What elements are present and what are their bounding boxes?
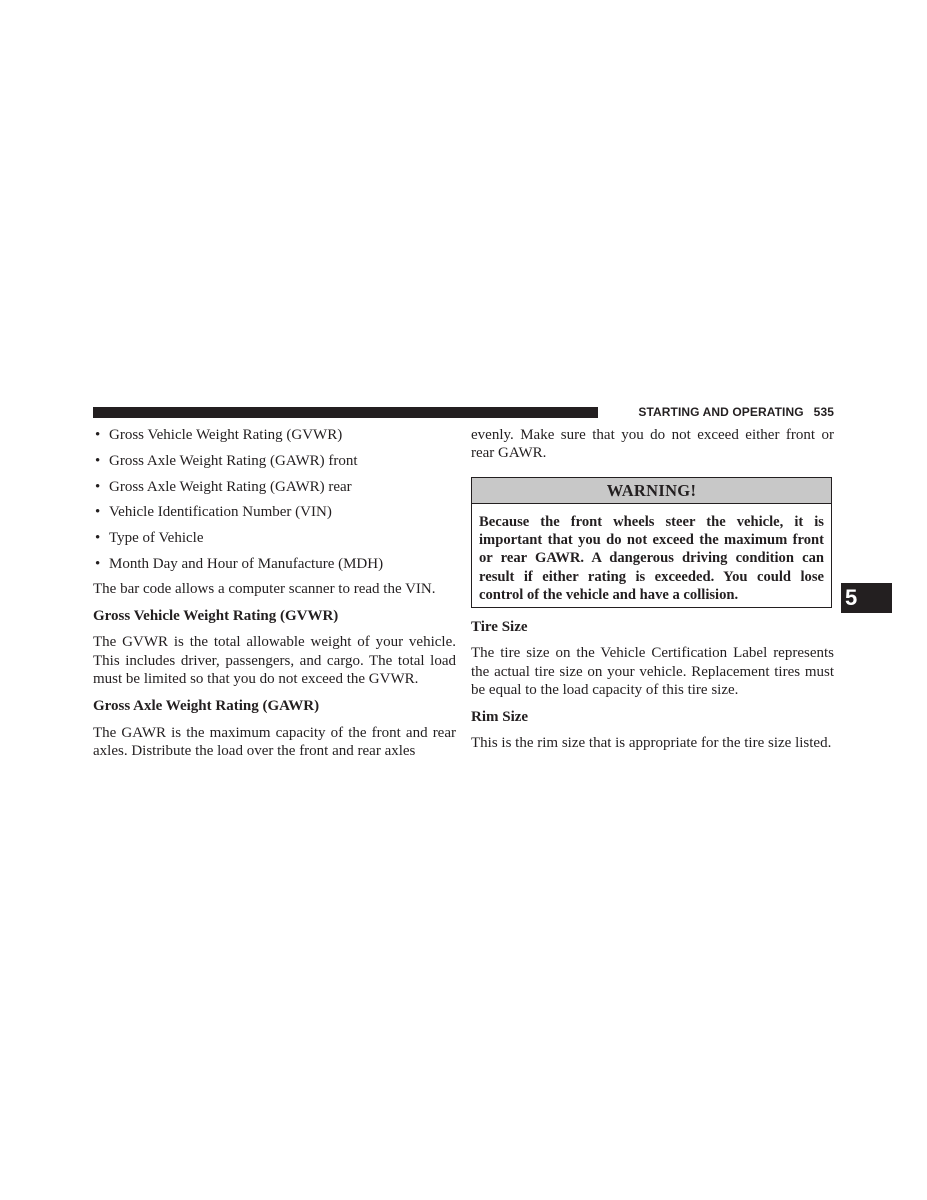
rim-size-paragraph: This is the rim size that is appropriate for the tire size listed.: [471, 735, 832, 752]
warning-box: [471, 477, 832, 608]
right-column-lower: [471, 618, 834, 753]
header-rule: [93, 407, 598, 418]
bullet-icon: •: [95, 530, 101, 547]
page-number: 535: [813, 405, 834, 419]
running-header: [606, 405, 834, 419]
bullet-icon: •: [95, 478, 101, 495]
gawr-paragraph: The GAWR is the maximum capacity of the front and rear axles. Distribute the load over the front and rear axles: [93, 724, 456, 759]
list-item: • Type of Vehicle: [95, 530, 204, 547]
chapter-tab: 5: [841, 583, 892, 613]
bullet-icon: •: [95, 452, 101, 469]
list-item: • Vehicle Identification Number (VIN): [95, 504, 332, 521]
label-contents-list: [93, 426, 456, 573]
warning-text: Because the front wheels steer the vehicle, it is important that you do not exceed the maximum front or rear GAWR. A dangerous driving condition can result if either rating is exceeded. You could lose control of the vehicle and have a collision.: [479, 514, 824, 603]
gawr-continuation-paragraph: evenly. Make sure that you do not exceed either front or rear GAWR.: [471, 427, 834, 462]
list-item: • Gross Axle Weight Rating (GAWR) front: [95, 452, 358, 469]
gvwr-paragraph: The GVWR is the total allowable weight of your vehicle. This includes driver, passengers, and cargo. The total load must be limited so that you do not exceed the GVWR.: [93, 634, 456, 687]
gawr-heading: Gross Axle Weight Rating (GAWR): [93, 698, 320, 715]
left-column: [93, 426, 456, 760]
section-title: STARTING AND OPERATING: [638, 405, 804, 419]
barcode-paragraph: The bar code allows a computer scanner to read the VIN.: [93, 580, 436, 597]
gvwr-heading: Gross Vehicle Weight Rating (GVWR): [93, 608, 339, 625]
tire-size-heading: Tire Size: [471, 619, 528, 635]
rim-size-heading: Rim Size: [471, 709, 529, 726]
tire-size-paragraph: The tire size on the Vehicle Certification Label represents the actual tire size on your vehicle. Replacement tires must be equal to the load capacity of this tire size.: [471, 645, 834, 698]
bullet-icon: •: [95, 555, 101, 572]
warning-title: WARNING!: [472, 478, 831, 504]
right-column: [471, 426, 834, 463]
list-item: • Month Day and Hour of Manufacture (MDH): [95, 555, 384, 572]
list-item: • Gross Vehicle Weight Rating (GVWR): [95, 427, 343, 443]
bullet-icon: •: [95, 504, 101, 521]
list-item: • Gross Axle Weight Rating (GAWR) rear: [95, 478, 352, 495]
bullet-icon: •: [95, 427, 101, 443]
